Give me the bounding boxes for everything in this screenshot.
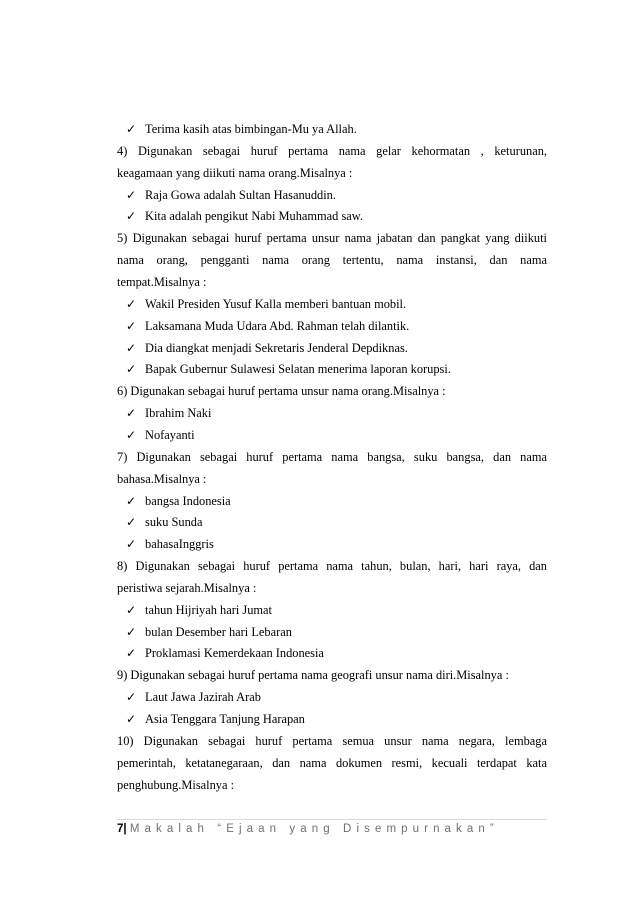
bullet-item [126,361,451,377]
checkmark-icon: ✓ [126,427,137,442]
bullet-item [126,711,305,727]
checkmark-icon: ✓ [126,646,137,661]
bullet-text: Asia Tenggara Tanjung Harapan [145,712,305,726]
paragraph-line: penghubung.Misalnya : [117,777,235,792]
page-footer [117,821,499,837]
paragraph-line: tempat.Misalnya : [117,275,207,289]
bullet-text: tahun Hijriyah hari Jumat [145,602,272,617]
checkmark-icon: ✓ [126,296,137,311]
bullet-item [126,602,272,618]
footer-divider [117,819,547,820]
bullet-text: Terima kasih atas bimbingan-Mu ya Allah. [145,122,357,136]
paragraph-line: 9) Digunakan sebagai huruf pertama nama geografi unsur nama diri.Misalnya : [117,668,509,683]
checkmark-icon: ✓ [126,209,137,224]
bullet-text: bangsa Indonesia [145,493,231,508]
checkmark-icon: ✓ [126,690,137,705]
bullet-text: suku Sunda [145,515,203,530]
checkmark-icon: ✓ [126,362,137,377]
bullet-text: Laksamana Muda Udara Abd. Rahman telah dilantik. [145,318,410,333]
bullet-item [126,427,195,443]
paragraph-line: keagamaan yang diikuti nama orang.Misalnya : [117,165,353,180]
bullet-item [126,405,211,421]
paragraph-line: 8) Digunakan sebagai huruf pertama nama tahun, bulan, hari, hari raya, dan [117,559,547,573]
bullet-text: Laut Jawa Jazirah Arab [145,690,261,705]
bullet-item [126,536,214,552]
bullet-text: Ibrahim Naki [145,406,212,421]
checkmark-icon: ✓ [126,122,137,136]
bullet-item [126,689,261,705]
checkmark-icon: ✓ [126,537,137,552]
bullet-item [126,493,231,509]
footer-title: Makalah “Ejaan yang Disempurnakan” [129,823,499,835]
bullet-text: Wakil Presiden Yusuf Kalla memberi bantuan mobil. [145,296,407,311]
paragraph-line: 6) Digunakan sebagai huruf pertama unsur nama orang.Misalnya : [117,384,446,399]
bullet-item [126,624,292,640]
paragraph-line: 4) Digunakan sebagai huruf pertama nama gelar kehormatan , keturunan, [117,143,547,158]
paragraph-line: 7) Digunakan sebagai huruf pertama nama bangsa, suku bangsa, dan nama [117,449,547,464]
paragraph-line: peristiwa sejarah.Misalnya : [117,580,257,595]
bullet-text: Bapak Gubernur Sulawesi Selatan menerima laporan korupsi. [145,362,451,377]
paragraph-line: bahasa.Misalnya : [117,471,207,486]
bullet-text: Dia diangkat menjadi Sekretaris Jenderal Depdiknas. [145,340,408,355]
bullet-text: Proklamasi Kemerdekaan Indonesia [145,646,324,661]
checkmark-icon: ✓ [126,515,137,530]
checkmark-icon: ✓ [126,712,137,726]
bullet-item [126,645,324,661]
checkmark-icon: ✓ [126,318,137,333]
bullet-item [126,121,357,137]
bullet-text: Kita adalah pengikut Nabi Muhammad saw. [145,209,364,224]
bullet-item [126,296,406,312]
bullet-item [126,208,363,224]
bullet-item [126,514,202,530]
paragraph-line: pemerintah, ketatanegaraan, dan nama dokumen resmi, kecuali terdapat kata [117,755,547,770]
checkmark-icon: ✓ [126,493,137,508]
checkmark-icon: ✓ [126,187,137,202]
checkmark-icon: ✓ [126,340,137,355]
bullet-item [126,340,408,356]
page-number: 7| [117,823,127,835]
paragraph-line: nama orang, pengganti nama orang tertentu, nama instansi, dan nama [117,253,547,268]
checkmark-icon: ✓ [126,624,137,639]
paragraph-line: 5) Digunakan sebagai huruf pertama unsur nama jabatan dan pangkat yang diikuti [117,231,547,246]
paragraph-line: 10) Digunakan sebagai huruf pertama semua unsur nama negara, lembaga [117,733,547,748]
bullet-text: bulan Desember hari Lebaran [145,624,292,639]
bullet-item [126,187,336,203]
bullet-text: bahasaInggris [145,537,214,552]
bullet-item [126,318,409,334]
checkmark-icon: ✓ [126,602,137,617]
checkmark-icon: ✓ [126,406,137,421]
bullet-text: Nofayanti [145,427,195,442]
bullet-text: Raja Gowa adalah Sultan Hasanuddin. [145,187,336,202]
